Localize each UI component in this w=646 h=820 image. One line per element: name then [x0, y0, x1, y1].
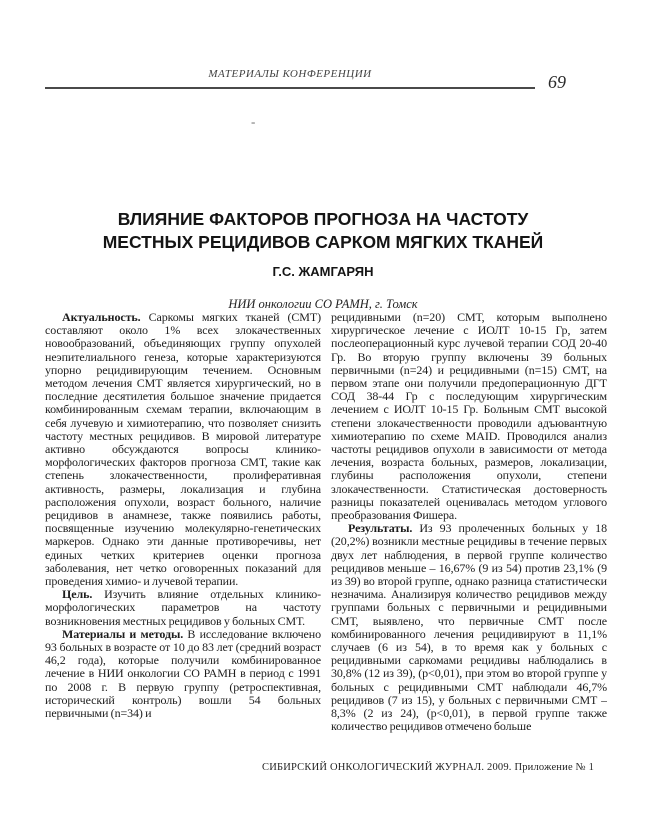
paragraph-text: рецидивными (n=20) СМТ, которым выполнено хирургическое лечение с ИОЛТ 10-15 Гр, затем послеоперационный курс лучевой терапии СОД 20-40 Гр. Во вторую группу включены 39 больных первичными (n=24) и рецидивными (n=15) СМТ, на первом этапе они получили предоперационную ДГТ СОД 38-44 Гр с последующим хирургическим лечением с ИОЛТ 10-15 Гр. Больным СМТ высокой степени злокачественности проводили адъювантную химиотерапию по схеме MAID. Проводился анализ частоты рецидивов опухоли в зависимости от метода лечения, возраста больных, размеров, локализации, глубины расположения опухоли, степени злокачественности. Статистическая достоверность разницы показателей оценивалась методом углового преобразования Фишера.: [331, 311, 607, 523]
paragraph-lead: Цель.: [62, 587, 93, 602]
article-title-line2: МЕСТНЫХ РЕЦИДИВОВ САРКОМ МЯГКИХ ТКАНЕЙ: [102, 232, 544, 252]
paragraph-text: В исследование включено 93 больных в возрасте от 10 до 83 лет (средний возраст 46,2 года), которые получили комбинированное лечение в НИИ онкологии СО РАМН в период с 1991 по 2008 г. В первую группу (ретроспективная, исторический контроль) вошли 54 больных первичными (n=34) и: [45, 626, 321, 721]
article-author: Г.С. ЖАМГАРЯН: [272, 264, 374, 279]
paragraph-tsel: [45, 588, 321, 628]
journal-footer: СИБИРСКИЙ ОНКОЛОГИЧЕСКИЙ ЖУРНАЛ. 2009. Приложение № 1: [262, 762, 595, 773]
paragraph-text: Из 93 пролеченных больных у 18 (20,2%) возникли местные рецидивы в течение первых двух лет наблюдения, в первой группе количество рецидивов меньше – 16,67% (9 из 54) против 23,1% (9 из 39) во второй группе, однако разница статистически незначима. Анализируя количество рецидивов между группами больных с первичными и рецидивными СМТ, выявлено, что первичные СМТ после комбинированного лечения рецидивируют в 11,1% случаев (6 из 54), в то время как у больных с рецидивными саркомами рецидивы наблюдались в 30,8% (12 из 39), (p<0,01), при этом во второй группе у больных с рецидивными СМТ наблюдали 46,7% рецидивов (7 из 15), у больных с первичными СМТ – 8,3% (2 из 24), (p<0,01), в первой группе также количество рецидивов отмечено больше: [331, 521, 607, 734]
paragraph-lead: Актуальность.: [62, 311, 141, 324]
left-column: [45, 311, 321, 761]
page-number: 69: [548, 72, 566, 92]
paragraph-materialy-continued: [331, 311, 607, 522]
article-body: [45, 311, 607, 761]
stray-scan-mark: -: [251, 114, 256, 129]
paragraph-lead: Результаты.: [348, 521, 413, 536]
paragraph-text: Саркомы мягких тканей (СМТ) составляют около 1% всех злокачественных новообразований, объединяющих группу опухолей неэпителиального генеза, которые характеризуются упорно рецидивирующим течением. Основным методом лечения СМТ является хирургический, но в последние десятилетия большое значение придается комбинированным схемам терапии, включающим в себя лучевую и химиотерапию, что позволяет снизить частоту местных рецидивов. В мировой литературе активно обсуждаются вопросы клинико-морфологических факторов прогноза СМТ, такие как степень злокачественности, пролиферативная активность, размеры, локализация и глубина расположения опухоли, возраст больного, наличие рецидивов в анамнезе, также появились работы, посвященные изучению молекулярно-генетических маркеров. Однако эти данные противоречивы, нет единых четких критериев оценки прогноза заболевания, нет четко оговоренных показаний для проведения химио- и лучевой терапии.: [45, 311, 321, 589]
paragraph-aktualnost: [45, 311, 321, 588]
article-affiliation: НИИ онкологии СО РАМН, г. Томск: [228, 297, 418, 311]
article-title: [30, 208, 616, 254]
paragraph-rezultaty: [331, 522, 607, 733]
right-column: [331, 311, 607, 761]
paragraph-lead: Материалы и методы.: [62, 626, 184, 641]
article-title-line1: ВЛИЯНИЕ ФАКТОРОВ ПРОГНОЗА НА ЧАСТОТУ: [117, 209, 529, 229]
paragraph-materialy: [45, 628, 321, 720]
paragraph-text: Изучить влияние отдельных клинико-морфологических параметров на частоту возникновения местных рецидивов у больных СМТ.: [45, 587, 321, 628]
header-rule: [45, 87, 535, 89]
running-header: МАТЕРИАЛЫ КОНФЕРЕНЦИИ: [208, 68, 372, 80]
